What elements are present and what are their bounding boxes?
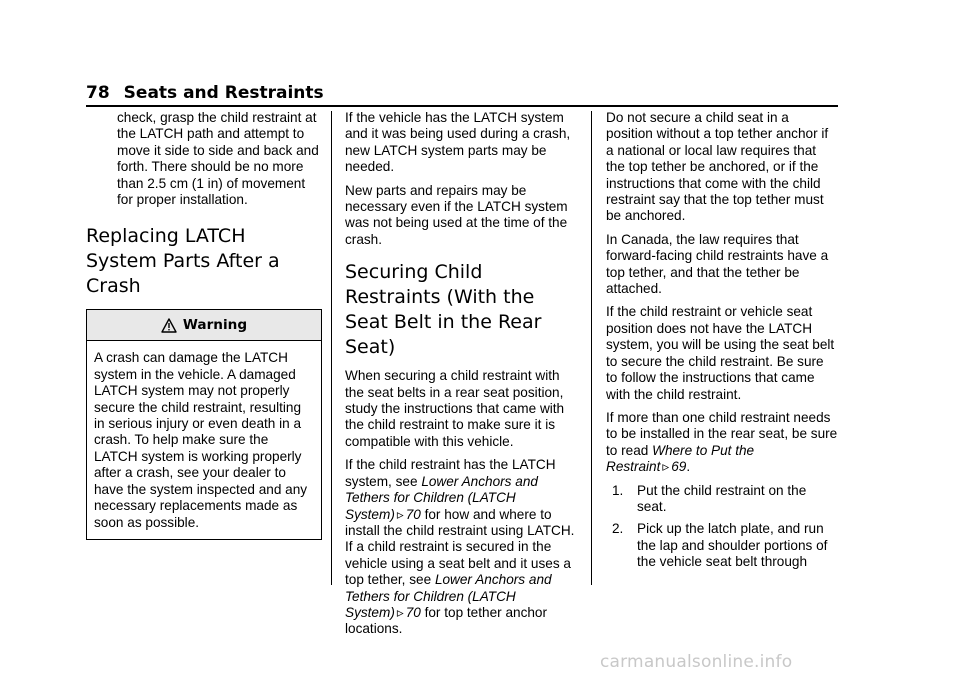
- watermark: carmanualsonline.info: [600, 652, 793, 672]
- page-ref-icon: ▹: [662, 459, 670, 475]
- column-1: [86, 110, 322, 540]
- section-heading-securing-child-restraints: Securing Child Restraints (With the Seat Belt in the Rear Seat): [345, 261, 542, 359]
- link-lower-anchors[interactable]: Lower Anchors and Tethers for Children (LATCH System): [345, 473, 538, 522]
- warning-body: A crash can damage the LATCH system in the vehicle. A damaged LATCH system may not properly secure the child restraint, resulting in serious injury or even death in a crash. To help make sure the LATCH system is working properly after a crash, see your dealer to have the system inspected and any necessary replacements made as soon as possible.: [94, 350, 308, 530]
- list-item: [606, 521, 838, 570]
- text-span: for how and where to install the child restraint using LATCH. If a child restraint is secured in the vehicle using a seat belt and it uses a top tether, see: [345, 506, 575, 588]
- page-ref-number-3[interactable]: 69: [671, 459, 687, 475]
- paragraph-latch-used: If the vehicle has the LATCH system and it was being used during a crash, new LATCH system parts may be needed.: [345, 110, 571, 175]
- page-ref-number[interactable]: 70: [405, 506, 421, 522]
- page-ref-icon: ▹: [396, 604, 404, 620]
- paragraph-study-instructions: When securing a child restraint with the seat belts in a rear seat position, study the instructions that came with the child restraint to make sure it is compatible with this vehicle.: [345, 368, 565, 449]
- text-span: If the child restraint has the LATCH system, see: [345, 457, 556, 489]
- page-ref-number-2[interactable]: 70: [405, 604, 421, 620]
- warning-icon: [161, 318, 177, 333]
- intro-paragraph: check, grasp the child restraint at the LATCH path and attempt to move it side to side and back and forth. There should be no more than 2.5 cm (1 in) of movement for proper installation.: [117, 110, 319, 208]
- paragraph-latch-reference: [345, 457, 581, 637]
- text-span: If more than one child restraint needs to be installed in the rear seat, be sure to read: [606, 409, 838, 458]
- section-title: Seats and Restraints: [123, 83, 324, 103]
- step-text: Pick up the latch plate, and run the lap and shoulder portions of the vehicle seat belt through: [637, 521, 828, 570]
- paragraph-new-parts: New parts and repairs may be necessary even if the LATCH system was not being used at the time of the crash.: [345, 182, 568, 247]
- step-text: Put the child restraint on the seat.: [637, 482, 807, 514]
- column-divider-2: [591, 111, 592, 585]
- warning-title: Warning: [182, 317, 248, 334]
- list-item: [606, 483, 838, 516]
- header-rule: [86, 105, 838, 107]
- warning-header: [87, 310, 321, 341]
- link-lower-anchors-2[interactable]: Lower Anchors and Tethers for Children (LATCH System): [345, 572, 552, 620]
- text-span: .: [686, 459, 691, 475]
- section-heading-replacing-latch: Replacing LATCH System Parts After a Crash: [86, 225, 280, 298]
- paragraph-canada-law: In Canada, the law requires that forward-facing child restraints have a top tether, and that the tether be attached.: [606, 231, 829, 297]
- paragraph-no-latch: If the child restraint or vehicle seat position does not have the LATCH system, you will be using the seat belt to secure the child restraint. Be sure to follow the instructions that came with the child restraint.: [606, 304, 835, 402]
- paragraph-top-tether-law: Do not secure a child seat in a position without a top tether anchor if a national or local law requires that the top tether be anchored, or if the instructions that come with the child restraint say that the top tether must be anchored.: [606, 110, 829, 224]
- column-2: [345, 110, 581, 645]
- step-number: 1.: [612, 482, 624, 498]
- column-3: [606, 110, 838, 577]
- page-number: 78: [86, 83, 110, 103]
- step-number: 2.: [612, 521, 624, 537]
- column-divider-1: [331, 111, 332, 585]
- warning-box: [86, 309, 322, 539]
- link-where-to-put[interactable]: Where to Put the Restraint: [606, 442, 755, 475]
- page-ref-icon: ▹: [396, 506, 404, 522]
- page-header: [86, 82, 324, 104]
- text-span: for top tether anchor locations.: [345, 604, 548, 637]
- paragraph-multiple-restraints: [606, 410, 838, 476]
- steps-list: [606, 483, 838, 571]
